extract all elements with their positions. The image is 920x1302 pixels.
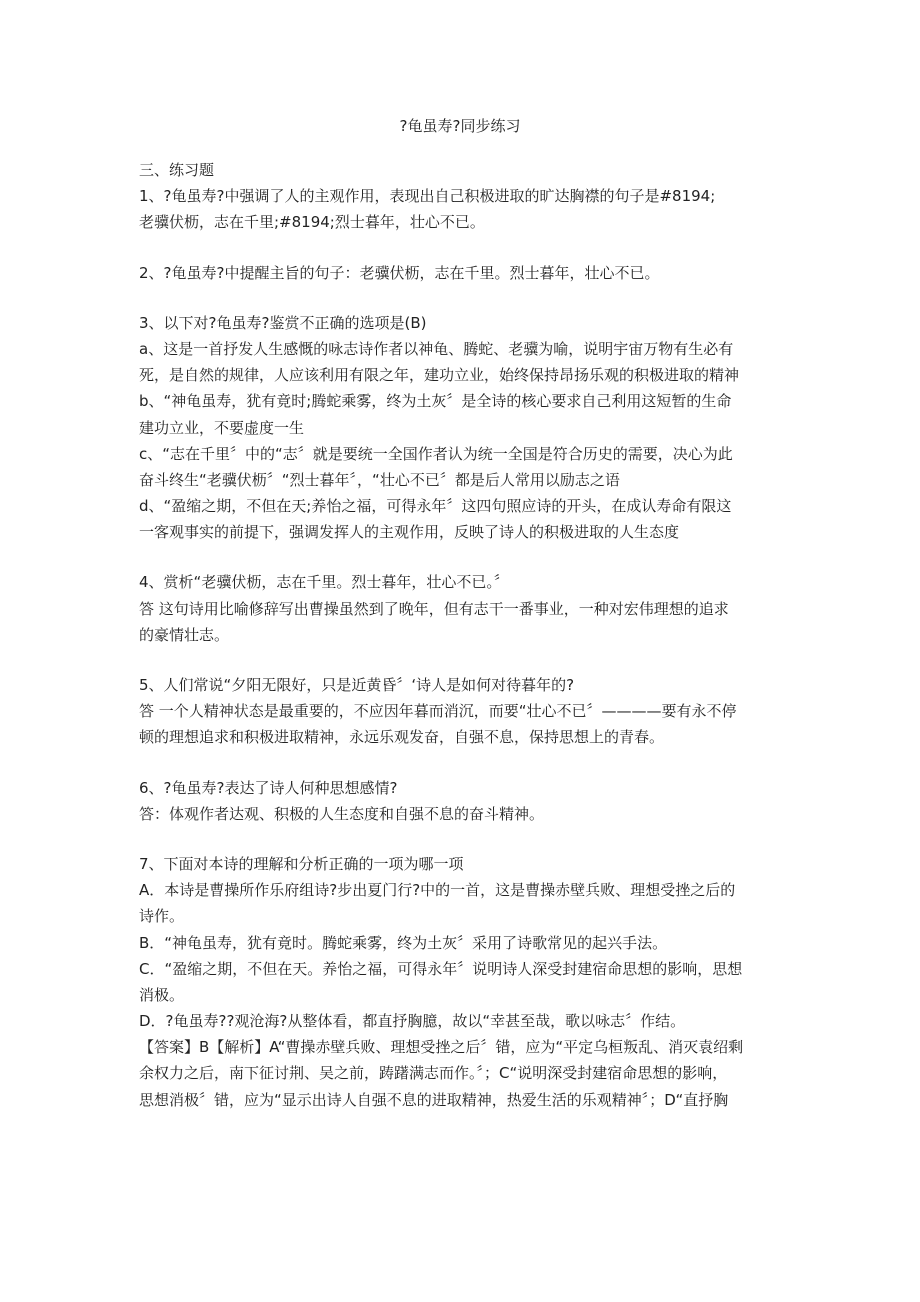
question-6-line: 6、?龟虽寿?表达了诗人何种思想感情?: [139, 778, 398, 797]
question-7-answer: 余权力之后，南下征讨荆、吴之前，踌躇满志而作。〞；C“说明深受封建宿命思想的影响，: [139, 1064, 728, 1083]
paragraph-gap: [139, 648, 789, 672]
question-4-line: 4、赏析“老骥伏枥，志在千里。烈士暮年，壮心不已。〞: [139, 573, 509, 592]
question-1-line: 1、?龟虽寿?中强调了人的主观作用，表现出自己积极进取的旷达胸襟的句子是#8194;: [139, 187, 716, 206]
question-5-answer: 答 一个人精神状态是最重要的，不应因年暮而消沉，而要“壮心不已〞————要有永不停: [139, 702, 737, 721]
question-7-option-b: B．“神龟虽寿，犹有竟时。腾蛇乘雾，终为土灰〞采用了诗歌常见的起兴手法。: [139, 933, 668, 952]
question-3-option-d: 一客观事实的前提下，强调发挥人的主观作用，反映了诗人的积极进取的人生态度: [139, 523, 680, 542]
paragraph-gap: [139, 827, 789, 851]
question-2-line: 2、?龟虽寿?中提醒主旨的句子：老骥伏枥，志在千里。烈士暮年，壮心不已。: [139, 263, 660, 282]
question-5: [139, 672, 789, 751]
question-3: [139, 310, 789, 546]
question-6: [139, 775, 789, 827]
question-7: [139, 851, 789, 1113]
question-7-option-a: A．本诗是曹操所作乐府组诗?步出夏门行?中的一首，这是曹操赤壁兵败、理想受挫之后的: [139, 881, 736, 900]
document-body: [139, 157, 789, 1113]
question-7-option-c: C．“盈缩之期，不但在天。养怡之福，可得永年〞说明诗人深受封建宿命思想的影响，思想: [139, 959, 743, 978]
question-7-answer: 思想消极〞错，应为“显示出诗人自强不息的进取精神，热爱生活的乐观精神〞；D“直抒胸: [139, 1090, 729, 1109]
paragraph-gap: [139, 286, 789, 310]
question-3-line: 3、以下对?龟虽寿?鉴赏不正确的选项是(B): [139, 313, 427, 332]
question-1-line: 老骥伏枥，志在千里;#8194;烈士暮年，壮心不已。: [139, 213, 485, 232]
question-3-option-b: 建功立业，不要虚度一生: [139, 418, 305, 437]
question-6-answer: 答：体观作者达观、积极的人生态度和自强不息的奋斗精神。: [139, 804, 545, 823]
question-3-option-b: b、“神龟虽寿，犹有竟时;腾蛇乘雾，终为土灰〞是全诗的核心要求自己利用这短暂的生命: [139, 392, 732, 411]
question-4-answer: 答 这句诗用比喻修辞写出曹操虽然到了晚年，但有志干一番事业，一种对宏伟理想的追求: [139, 599, 729, 618]
question-4-answer: 的豪情壮志。: [139, 625, 230, 644]
question-1: [139, 183, 789, 235]
question-7-answer: 【答案】B【解析】A“曹操赤壁兵败、理想受挫之后〞错，应为“平定乌桓叛乱、消灭袁绍剩: [139, 1038, 744, 1057]
question-2: [139, 260, 789, 286]
document-title: ?龟虽寿?同步练习: [399, 117, 521, 135]
paragraph-gap: [139, 236, 789, 260]
question-7-option-d: D．?龟虽寿??观沧海?从整体看，都直抒胸臆，故以“幸甚至哉，歌以咏志〞作结。: [139, 1012, 686, 1031]
question-7-option-c: 消极。: [139, 985, 185, 1004]
question-3-option-c: c、“志在千里〞中的“志〞就是要统一全国作者认为统一全国是符合历史的需要，决心为此: [139, 444, 733, 463]
question-5-line: 5、人们常说“夕阳无限好，只是近黄昏〞‘诗人是如何对待暮年的?: [139, 676, 575, 694]
question-7-option-a: 诗作。: [139, 907, 185, 926]
section-heading: 三、练习题: [139, 161, 215, 179]
question-4: [139, 569, 789, 648]
question-5-answer: 顿的理想追求和积极进取精神，永远乐观发奋，自强不息，保持思想上的青春。: [139, 728, 665, 747]
question-3-option-a: a、这是一首抒发人生感慨的咏志诗作者以神龟、腾蛇、老骥为喻，说明宇宙万物有生必有: [139, 339, 734, 358]
question-7-line: 7、下面对本诗的理解和分析正确的一项为哪一项: [139, 854, 464, 873]
paragraph-gap: [139, 545, 789, 569]
question-3-option-a: 死，是自然的规律，人应该利用有限之年，建功立业，始终保持昂扬乐观的积极进取的精神: [139, 366, 740, 385]
question-3-option-d: d、“盈缩之期，不但在天;养怡之福，可得永年〞这四句照应诗的开头，在成认寿命有限这: [139, 497, 732, 516]
question-3-option-c: 奋斗终生“老骥伏枥〞“烈士暮年〞，“壮心不已〞都是后人常用以励志之语: [139, 470, 620, 489]
paragraph-gap: [139, 751, 789, 775]
